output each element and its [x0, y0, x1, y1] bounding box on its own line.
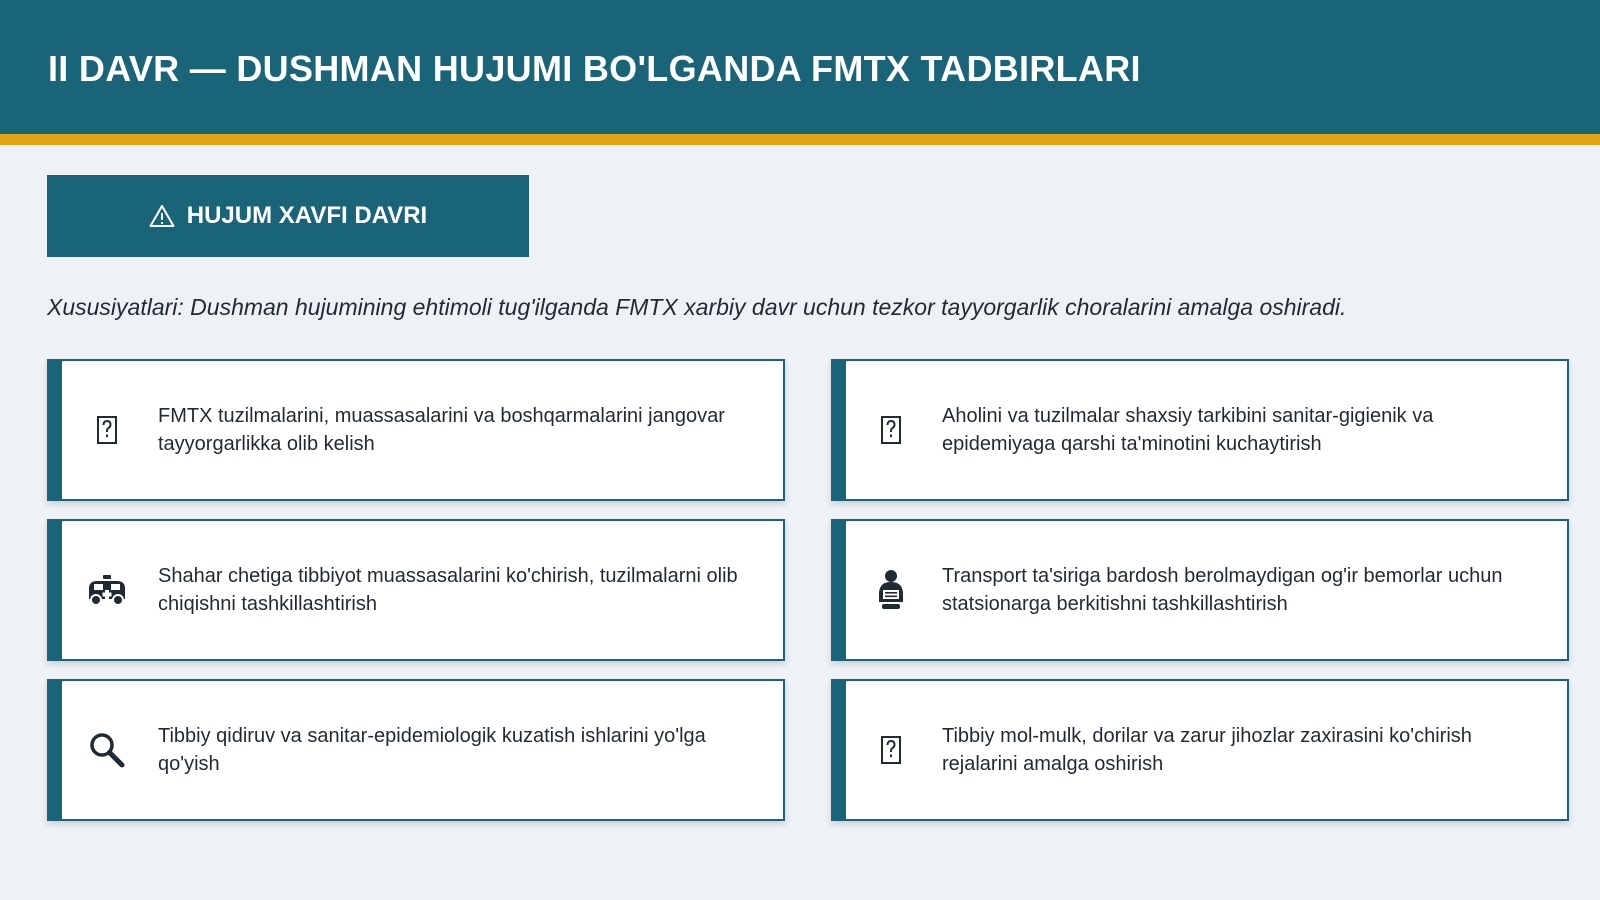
header-accent-stripe	[0, 134, 1600, 145]
measure-card	[47, 679, 785, 821]
measure-text: Tibbiy mol-mulk, dorilar va zarur jihozlar zaxirasini ko'chirish rejalarini amalga oshirish	[942, 725, 1472, 775]
header-bar	[0, 0, 1600, 134]
measure-text: Aholini va tuzilmalar shaxsiy tarkibini sanitar-gigienik va epidemiyaga qarshi ta'minotini kuchaytirish	[942, 405, 1434, 455]
measure-card	[831, 679, 1569, 821]
period-badge-label: HUJUM XAVFI DAVRI	[186, 202, 428, 229]
missing-glyph-icon	[868, 407, 914, 453]
page-title: II DAVR — DUSHMAN HUJUMI BO'LGANDA FMTX TADBIRLARI	[48, 48, 1141, 89]
missing-glyph-icon	[84, 407, 130, 453]
measure-text: FMTX tuzilmalarini, muassasalarini va boshqarmalarini jangovar tayyorgarlikka olib kelish	[158, 405, 725, 455]
period-badge	[47, 175, 529, 257]
patient-bed-icon	[868, 567, 914, 613]
measure-card	[47, 519, 785, 661]
measure-card	[831, 359, 1569, 501]
missing-glyph-icon	[868, 727, 914, 773]
measure-card	[47, 359, 785, 501]
warning-triangle-icon	[149, 204, 175, 228]
measure-text: Transport ta'siriga bardosh berolmaydigan og'ir bemorlar uchun statsionarga berkitishni tashkillashtirish	[942, 565, 1503, 615]
measures-grid	[47, 359, 1569, 821]
measure-card	[831, 519, 1569, 661]
ambulance-icon	[84, 567, 130, 613]
measure-text: Tibbiy qidiruv va sanitar-epidemiologik kuzatish ishlarini yo'lga qo'yish	[158, 725, 706, 775]
measure-text: Shahar chetiga tibbiyot muassasalarini ko'chirish, tuzilmalarni olib chiqishni tashkillashtirish	[158, 565, 738, 615]
description-text: Xususiyatlari: Dushman hujumining ehtimoli tug'ilganda FMTX xarbiy davr uchun tezkor tayyorgarlik choralarini amalga oshiradi.	[47, 294, 1347, 320]
magnifier-icon	[84, 727, 130, 773]
